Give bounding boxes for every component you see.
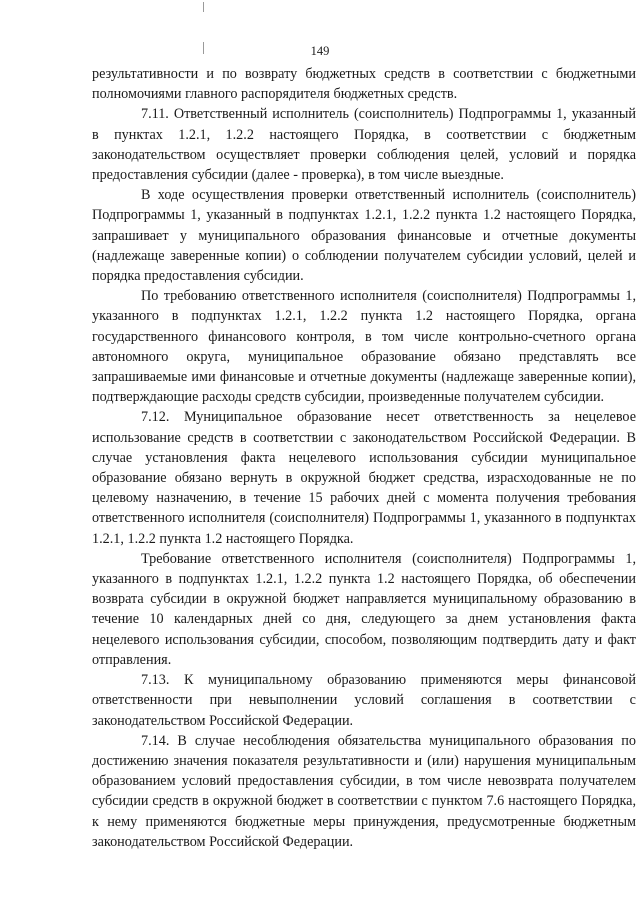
paragraph-refund-requirement: Требование ответственного исполнителя (соисполнителя) Подпрограммы 1, указанного в подпунктах 1.2.1, 1.2.2 пункта 1.2 настоящего Порядка, об обеспечении возврата субсидии в окружной бюджет направляется муниципальному образованию в течение 10 календарных дней со дня, следующего за днем установления факта нецелевого использования субсидии, способом, позволяющим подтвердить дату и факт отправления. bbox=[92, 550, 636, 668]
paragraph-7-14: 7.14. В случае несоблюдения обязательства муниципального образования по достижению значения показателя результативности и (или) нарушения муниципальным образованием условий предоставления субсидии, в том числе невозврата получателем субсидии средств в окружной бюджет в соответствии с пунктом 7.6 настоящего Порядка, к нему применяются бюджетные меры принуждения, предусмотренные бюджетным законодательством Российской Федерации. bbox=[92, 732, 636, 850]
paragraph-continuation: результативности и по возврату бюджетных средств в соответствии с бюджетными полномочиями главного распорядителя бюджетных средств. bbox=[92, 66, 636, 103]
document-body bbox=[92, 64, 636, 852]
scan-artifact-line bbox=[203, 2, 204, 12]
page-number: 149 bbox=[310, 44, 330, 58]
paragraph-inspection-request: В ходе осуществления проверки ответственный исполнитель (соисполнитель) Подпрограммы 1, указанный в подпунктах 1.2.1, 1.2.2 пункта 1.2 настоящего Порядка, запрашивает у муниципального образования финансовые и отчетные документы (надлежаще заверенные копии) о соблюдении получателем субсидии условий, целей и порядка предоставления субсидии. bbox=[92, 187, 636, 285]
paragraph-7-13: 7.13. К муниципальному образованию применяются меры финансовой ответственности при невыполнении условий соглашения в соответствии с законодательством Российской Федерации. bbox=[92, 672, 636, 729]
paragraph-7-12: 7.12. Муниципальное образование несет ответственность за нецелевое использование средств в соответствии с законодательством Российской Федерации. В случае установления факта нецелевого использования субсидии муниципальное образование обязано вернуть в окружной бюджет средства, израсходованные не по целевому назначению, в течение 15 рабочих дней с момента получения требования ответственного исполнителя (соисполнителя) Подпрограммы 1, указанного в подпунктах 1.2.1, 1.2.2 пункта 1.2 настоящего Порядка. bbox=[92, 409, 636, 547]
paragraph-document-requirement: По требованию ответственного исполнителя (соисполнителя) Подпрограммы 1, указанного в подпунктах 1.2.1, 1.2.2 пункта 1.2 настоящего Порядка, органа государственного финансового контроля, в том числе контрольно-счетного органа автономного округа, муниципальное образование обязано представлять все запрашиваемые ими финансовые и отчетные документы (надлежаще заверенные копии), подтверждающие расходы средств субсидии, произведенные получателем субсидии. bbox=[92, 288, 636, 406]
paragraph-7-11: 7.11. Ответственный исполнитель (соисполнитель) Подпрограммы 1, указанный в пунктах 1.2.1, 1.2.2 настоящего Порядка, в соответствии с бюджетным законодательством осуществляет проверки соблюдения целей, условий и порядка предоставления субсидии (далее - проверка), в том числе выездные. bbox=[92, 106, 636, 184]
